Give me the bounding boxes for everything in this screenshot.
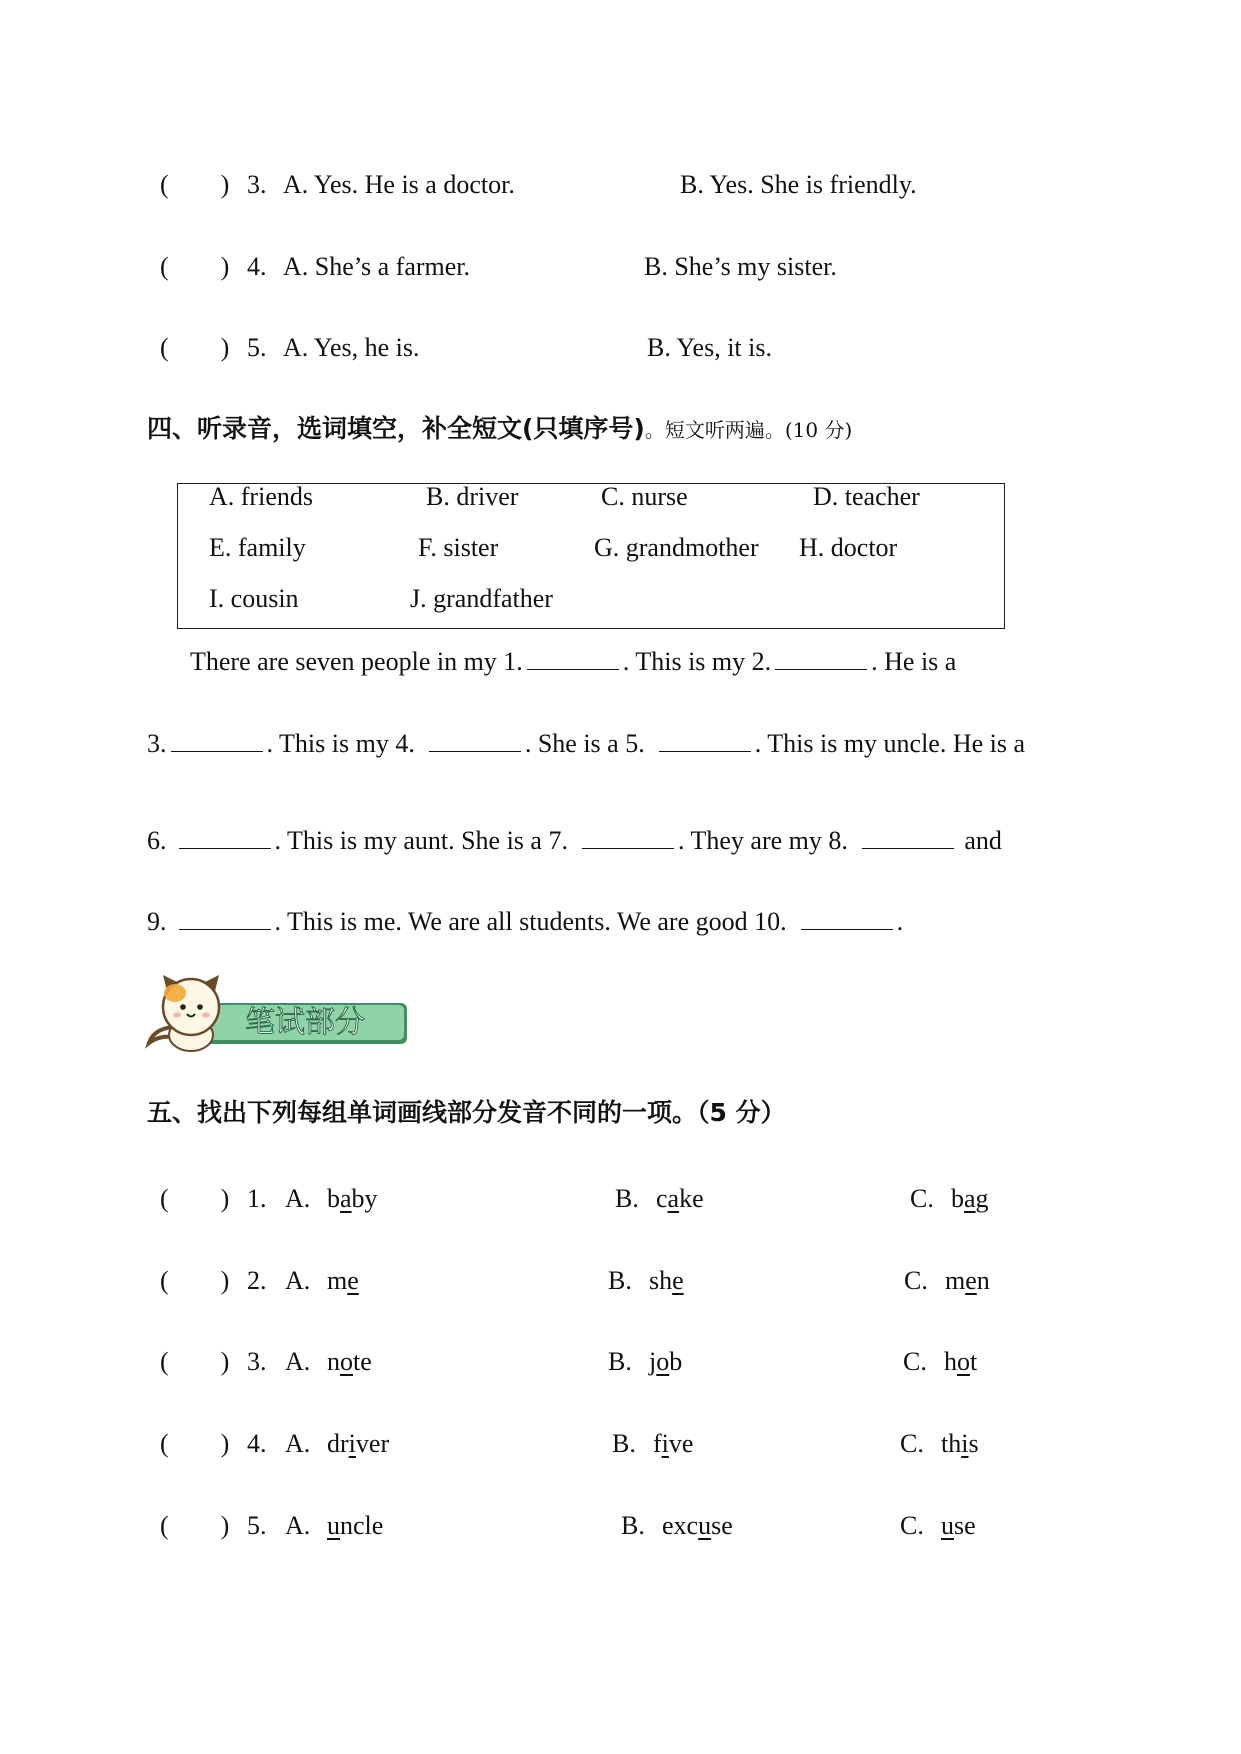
underlined-letters: e	[965, 1266, 977, 1295]
passage-line-2	[147, 729, 1025, 757]
underlined-letters: o	[340, 1347, 353, 1376]
option-c-word	[951, 1186, 989, 1212]
blank-5[interactable]	[659, 729, 751, 752]
word-option: E. family	[209, 533, 306, 562]
word-part: h	[944, 1347, 957, 1376]
passage-text: . He is a	[871, 647, 957, 676]
passage-line-4	[147, 907, 903, 935]
passage-text: . They are my 8.	[677, 826, 848, 855]
blank-2[interactable]	[775, 647, 867, 670]
passage-text: . This is my uncle. He is a	[754, 729, 1026, 758]
blank-8[interactable]	[862, 826, 954, 849]
underlined-letters: o	[957, 1347, 970, 1376]
passage-text: .	[896, 907, 904, 936]
word-part: b	[951, 1184, 964, 1213]
word-part: b	[327, 1184, 340, 1213]
passage-text: . She is a 5.	[524, 729, 645, 758]
word-part: n	[976, 1266, 990, 1295]
answer-paren[interactable]: ( )	[160, 333, 230, 362]
word-part: ncle	[340, 1511, 384, 1540]
option-b-label: B.	[608, 1347, 632, 1376]
blank-4[interactable]	[429, 729, 521, 752]
word-part: ver	[355, 1429, 390, 1458]
option-b-word	[653, 1431, 693, 1457]
passage-text: . This is my 4.	[266, 729, 415, 758]
word-part: f	[653, 1429, 662, 1458]
section4-note: 。短文听两遍。(10 分)	[644, 418, 853, 442]
option-c-word	[941, 1513, 976, 1539]
option-b: B. Yes, it is.	[647, 333, 772, 362]
word-part: m	[327, 1266, 348, 1295]
passage-line-3	[147, 826, 1002, 854]
option-b-label: B.	[612, 1429, 636, 1458]
word-part: g	[975, 1184, 989, 1213]
underlined-letters: a	[340, 1184, 352, 1213]
word-option: H. doctor	[799, 533, 898, 562]
option-c-word	[941, 1431, 979, 1457]
option-a-word	[327, 1349, 372, 1375]
word-part: te	[353, 1347, 372, 1376]
item-number: 1.	[247, 1184, 267, 1213]
option-c-word	[945, 1268, 990, 1294]
option-a-label: A.	[285, 1429, 311, 1458]
option-c-word	[944, 1349, 977, 1375]
word-part: se	[954, 1511, 976, 1540]
option-a: A. Yes, he is.	[283, 333, 420, 362]
answer-paren[interactable]: ( )	[160, 1511, 230, 1540]
underlined-letters: a	[667, 1184, 680, 1213]
option-a-label: A.	[285, 1184, 311, 1213]
option-b: B. She’s my sister.	[644, 252, 837, 281]
item-number: 3.	[247, 170, 267, 199]
passage-text: . This is me. We are all students. We are good 10.	[274, 907, 787, 936]
word-option: J. grandfather	[410, 584, 553, 613]
answer-paren[interactable]: ( )	[160, 1184, 230, 1213]
word-option: F. sister	[418, 533, 499, 562]
item-number: 2.	[247, 1266, 267, 1295]
word-option: G. grandmother	[594, 533, 759, 562]
option-b-label: B.	[615, 1184, 639, 1213]
word-option: C. nurse	[601, 482, 688, 511]
option-b-word	[656, 1186, 704, 1212]
passage-text: and	[964, 826, 1002, 855]
blank-9[interactable]	[179, 907, 271, 930]
passage-text: There are seven people in my 1.	[190, 647, 523, 676]
option-b-word	[649, 1349, 682, 1375]
section4-heading	[147, 416, 852, 442]
passage-text: 9.	[147, 907, 167, 936]
word-part: t	[970, 1347, 978, 1376]
blank-10[interactable]	[801, 907, 893, 930]
option-a-label: A.	[285, 1511, 311, 1540]
word-part: th	[941, 1429, 962, 1458]
option-a-word	[327, 1513, 383, 1539]
underlined-letters: i	[661, 1429, 669, 1458]
underlined-letters: a	[964, 1184, 976, 1213]
option-b-label: B.	[608, 1266, 632, 1295]
word-option: B. driver	[426, 482, 519, 511]
underlined-letters: u	[941, 1511, 954, 1540]
word-part: n	[327, 1347, 340, 1376]
word-part: j	[649, 1347, 657, 1376]
passage-text: 6.	[147, 826, 167, 855]
word-part: s	[968, 1429, 979, 1458]
section5-title: 五、找出下列每组单词画线部分发音不同的一项。（5 分）	[147, 1098, 786, 1127]
blank-3[interactable]	[171, 729, 263, 752]
passage-text: 3.	[147, 729, 167, 758]
underlined-letters: e	[347, 1266, 359, 1295]
blank-7[interactable]	[582, 826, 674, 849]
underlined-letters: o	[656, 1347, 670, 1376]
option-a-label: A.	[285, 1347, 311, 1376]
word-option: I. cousin	[209, 584, 299, 613]
item-number: 3.	[247, 1347, 267, 1376]
option-b-word	[649, 1268, 684, 1294]
word-part: c	[656, 1184, 668, 1213]
blank-6[interactable]	[179, 826, 271, 849]
word-part: ke	[679, 1184, 704, 1213]
underlined-letters: i	[348, 1429, 356, 1458]
badge-label: 笔试部分	[245, 1005, 365, 1040]
item-number: 4.	[247, 252, 267, 281]
word-option: A. friends	[209, 482, 313, 511]
option-a: A. Yes. He is a doctor.	[283, 170, 515, 199]
answer-paren[interactable]: ( )	[160, 170, 230, 199]
option-c-label: C.	[904, 1266, 928, 1295]
word-option: D. teacher	[813, 482, 920, 511]
passage-line-1	[190, 647, 956, 675]
item-number: 5.	[247, 1511, 267, 1540]
word-part: b	[669, 1347, 683, 1376]
written-section-badge	[145, 975, 415, 1055]
option-c-label: C.	[903, 1347, 927, 1376]
passage-text: . This is my 2.	[622, 647, 772, 676]
option-b-word	[662, 1513, 733, 1539]
item-number: 4.	[247, 1429, 267, 1458]
word-part: by	[351, 1184, 378, 1213]
option-a-word	[327, 1186, 378, 1212]
option-a-word	[327, 1431, 389, 1457]
answer-paren[interactable]: ( )	[160, 1347, 230, 1376]
passage-text: . This is my aunt. She is a 7.	[274, 826, 568, 855]
section4-title: 四、听录音，选词填空，补全短文(只填序号)	[147, 414, 645, 443]
word-part: se	[711, 1511, 733, 1540]
option-c-label: C.	[910, 1184, 934, 1213]
option-a-word	[327, 1268, 359, 1294]
underlined-letters: e	[672, 1266, 684, 1295]
underlined-letters: u	[327, 1511, 340, 1540]
answer-paren[interactable]: ( )	[160, 1266, 230, 1295]
word-part: sh	[649, 1266, 673, 1295]
answer-paren[interactable]: ( )	[160, 252, 230, 281]
option-b: B. Yes. She is friendly.	[680, 170, 917, 199]
word-part: exc	[662, 1511, 699, 1540]
option-c-label: C.	[900, 1429, 924, 1458]
option-a-label: A.	[285, 1266, 311, 1295]
option-b-label: B.	[621, 1511, 645, 1540]
word-part: m	[945, 1266, 966, 1295]
option-c-label: C.	[900, 1511, 924, 1540]
underlined-letters: u	[698, 1511, 712, 1540]
item-number: 5.	[247, 333, 267, 362]
underlined-letters: i	[961, 1429, 969, 1458]
word-part: ve	[668, 1429, 694, 1458]
answer-paren[interactable]: ( )	[160, 1429, 230, 1458]
option-a: A. She’s a farmer.	[283, 252, 471, 281]
blank-1[interactable]	[527, 647, 619, 670]
word-part: dr	[327, 1429, 349, 1458]
